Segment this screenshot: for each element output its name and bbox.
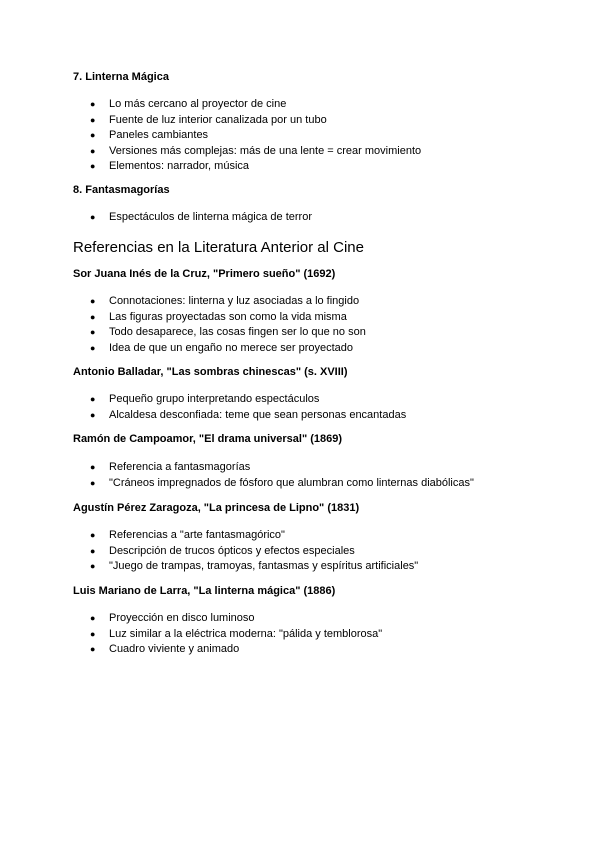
bullet-icon: ● [90, 462, 96, 472]
reference-heading-perez-zaragoza: Agustín Pérez Zaragoza, "La princesa de Lipno" (1831) [73, 502, 360, 514]
list-item: ● Todo desaparece, las cosas fingen ser lo que no son [73, 325, 366, 341]
bullet-icon: ● [90, 212, 96, 222]
bullet-icon: ● [90, 145, 96, 156]
bullet-icon: ● [90, 530, 96, 540]
bullet-icon: ● [90, 342, 96, 353]
bullet-icon: ● [90, 644, 96, 654]
list-item: ● Fuente de luz interior canalizada por un tubo [73, 113, 421, 129]
list-item: ● Connotaciones: linterna y luz asociadas a lo fingido [73, 294, 366, 310]
bullet-icon: ● [90, 613, 96, 623]
bullet-list-larra [73, 611, 382, 658]
bullet-icon: ● [90, 545, 96, 556]
bullet-list-fantasmagorias [73, 210, 312, 226]
bullet-icon: ● [90, 394, 96, 404]
bullet-icon: ● [90, 296, 96, 306]
bullet-icon: ● [90, 327, 96, 337]
section-heading-fantasmagorias: 8. Fantasmagorías [73, 184, 170, 196]
list-item: ● Alcaldesa desconfiada: teme que sean personas encantadas [73, 408, 406, 424]
list-item: ● Referencias a "arte fantasmagórico" [73, 528, 418, 544]
list-item: ● "Cráneos impregnados de fósforo que alumbran como linternas diabólicas" [73, 476, 474, 492]
list-item: ● Idea de que un engaño no merece ser proyectado [73, 341, 366, 357]
bullet-icon: ● [90, 311, 96, 322]
list-item: ● Descripción de trucos ópticos y efectos especiales [73, 544, 418, 560]
bullet-icon: ● [90, 130, 96, 140]
bullet-icon: ● [90, 114, 96, 125]
list-item: ● Cuadro viviente y animado [73, 642, 382, 658]
bullet-icon: ● [90, 409, 96, 420]
list-item: ● Las figuras proyectadas son como la vida misma [73, 310, 366, 326]
bullet-list-perez-zaragoza [73, 528, 418, 575]
list-item: ● Pequeño grupo interpretando espectáculos [73, 392, 406, 408]
bullet-list-campoamor [73, 460, 474, 491]
list-item: ● Espectáculos de linterna mágica de terror [73, 210, 312, 226]
list-item: ● Proyección en disco luminoso [73, 611, 382, 627]
bullet-icon: ● [90, 628, 96, 639]
list-item: ● "Juego de trampas, tramoyas, fantasmas y espíritus artificiales" [73, 559, 418, 575]
bullet-icon: ● [90, 99, 96, 109]
bullet-icon: ● [90, 161, 96, 171]
section-heading-linterna-magica: 7. Linterna Mágica [73, 71, 169, 83]
list-item: ● Paneles cambiantes [73, 128, 421, 144]
list-item: ● Elementos: narrador, música [73, 159, 421, 175]
reference-heading-sor-juana: Sor Juana Inés de la Cruz, "Primero sueño" (1692) [73, 268, 336, 280]
reference-heading-campoamor: Ramón de Campoamor, "El drama universal" (1869) [73, 433, 343, 445]
bullet-list-linterna-magica [73, 97, 421, 175]
references-title: Referencias en la Literatura Anterior al Cine [73, 239, 364, 256]
bullet-icon: ● [90, 477, 96, 488]
list-item: ● Lo más cercano al proyector de cine [73, 97, 421, 113]
bullet-icon: ● [90, 561, 96, 571]
bullet-list-balladar [73, 392, 406, 423]
list-item: ● Luz similar a la eléctrica moderna: "pálida y temblorosa" [73, 627, 382, 643]
list-item: ● Referencia a fantasmagorías [73, 460, 474, 476]
reference-heading-balladar: Antonio Balladar, "Las sombras chinescas" (s. XVIII) [73, 366, 348, 378]
list-item: ● Versiones más complejas: más de una lente = crear movimiento [73, 144, 421, 160]
bullet-list-sor-juana [73, 294, 366, 356]
reference-heading-larra: Luis Mariano de Larra, "La linterna mágica" (1886) [73, 585, 336, 597]
